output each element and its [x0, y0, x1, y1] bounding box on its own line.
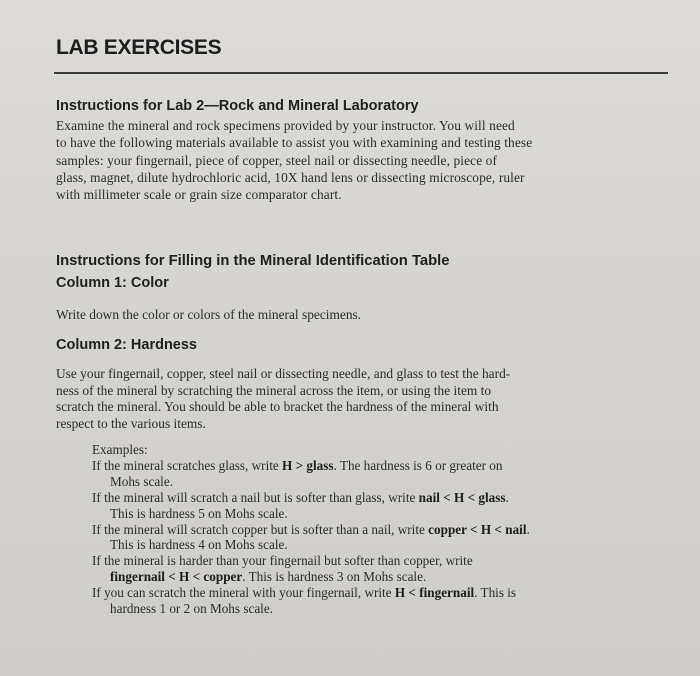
example-continuation: This is hardness 4 on Mohs scale.: [110, 537, 288, 553]
title-divider: [54, 72, 668, 74]
example-item: If you can scratch the mineral with your fingernail, write H < fingernail. This is: [92, 585, 517, 601]
column1-text: Write down the color or colors of the mineral specimens.: [56, 307, 362, 322]
hardness-examples: [92, 442, 652, 617]
text-line: Examine the mineral and rock specimens provided by your instructor. You will need: [56, 118, 515, 133]
text-line: with millimeter scale or grain size comparator chart.: [56, 187, 342, 203]
table-instructions-heading: Instructions for Filling in the Mineral Identification Table: [56, 253, 450, 269]
text-line: samples: your fingernail, piece of copper, steel nail or dissecting needle, piece of: [56, 152, 498, 168]
example-item: If the mineral will scratch copper but is softer than a nail, write copper < H < nail.: [92, 521, 530, 537]
column2-paragraph: [56, 366, 646, 432]
text-line: to have the following materials available to assist you with examining and testing these: [56, 135, 533, 151]
column2-heading: Column 2: Hardness: [56, 337, 197, 353]
column1-heading: Column 1: Color: [56, 275, 169, 291]
example-item: If the mineral is harder than your fingernail but softer than copper, write: [92, 553, 473, 569]
page-title: LAB EXERCISES: [56, 36, 222, 59]
example-item: If the mineral scratches glass, write H > glass. The hardness is 6 or greater on: [92, 457, 503, 473]
example-continuation: hardness 1 or 2 on Mohs scale.: [110, 601, 273, 617]
text-line: ness of the mineral by scratching the mineral across the item, or using the item to: [56, 382, 492, 398]
example-continuation: Mohs scale.: [110, 473, 173, 489]
text-line: Use your fingernail, copper, steel nail or dissecting needle, and glass to test the hard-: [56, 366, 511, 381]
lab-instructions-heading: Instructions for Lab 2—Rock and Mineral Laboratory: [56, 98, 419, 114]
examples-label: Examples:: [92, 442, 148, 457]
text-line: glass, magnet, dilute hydrochloric acid, 10X hand lens or dissecting microscope, ruler: [56, 169, 525, 185]
text-line: respect to the various items.: [56, 415, 206, 431]
example-continuation: This is hardness 5 on Mohs scale.: [110, 505, 288, 521]
example-continuation: fingernail < H < copper. This is hardness 3 on Mohs scale.: [110, 569, 427, 585]
text-line: scratch the mineral. You should be able to bracket the hardness of the mineral with: [56, 399, 499, 415]
example-item: If the mineral will scratch a nail but is softer than glass, write nail < H < glass.: [92, 489, 509, 505]
lab-instructions-paragraph: [56, 117, 646, 203]
